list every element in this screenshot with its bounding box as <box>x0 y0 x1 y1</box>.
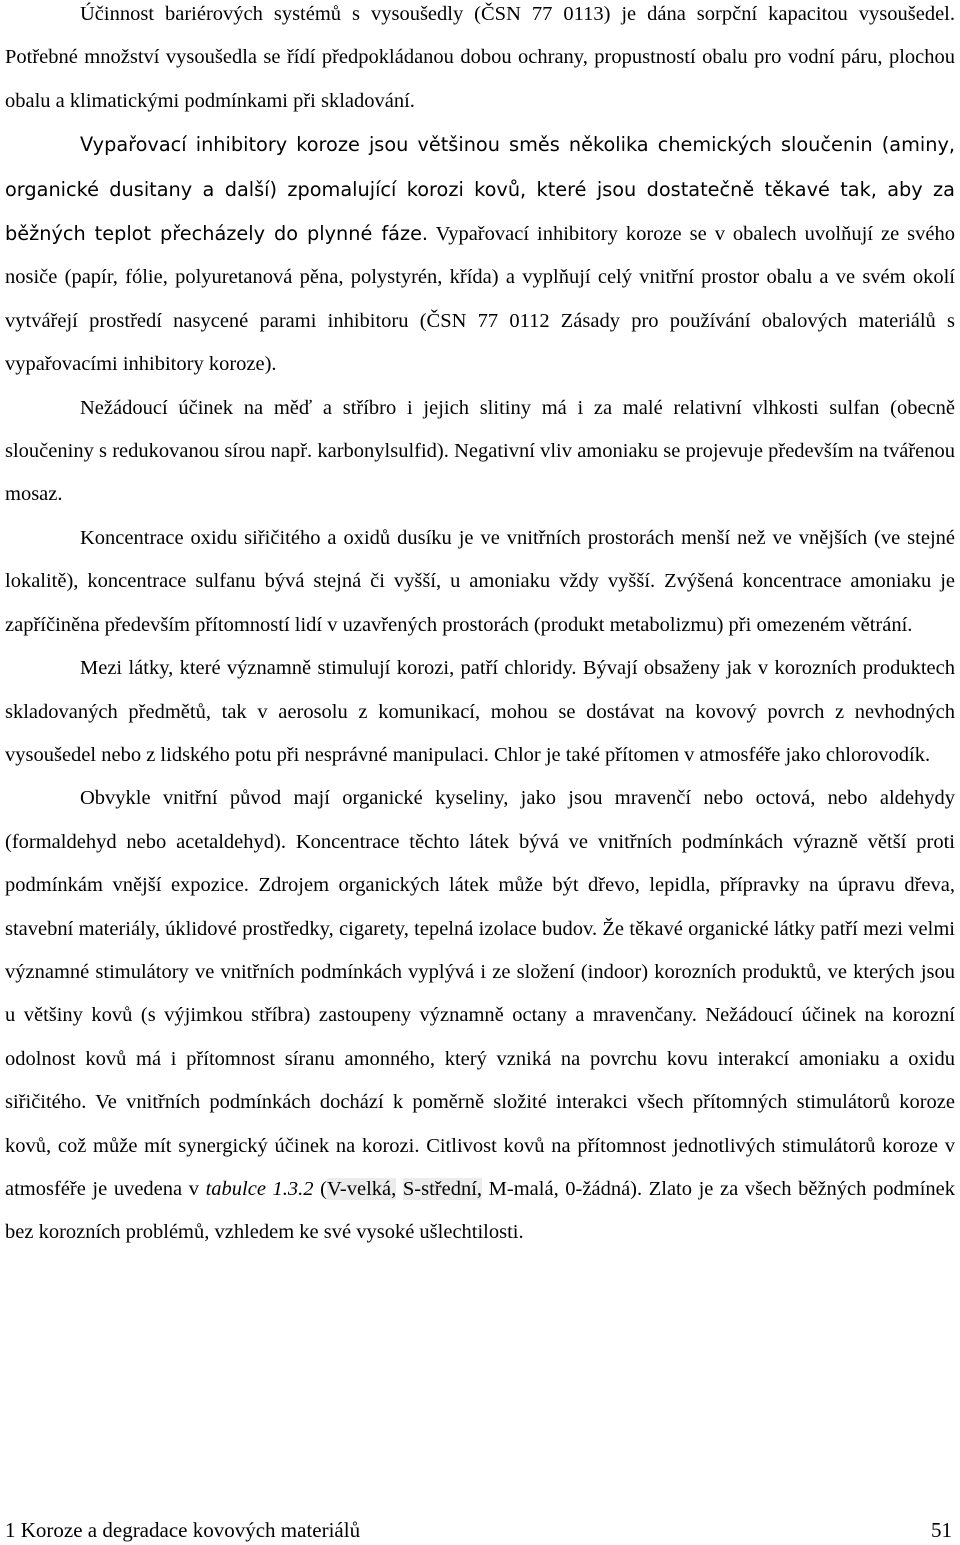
paragraph-sulfan: Nežádoucí účinek na měď a stříbro i jejich slitiny má i za malé relativní vlhkosti sulfan (obecně sloučeniny s redukovanou sírou např. karbonylsulfid). Negativní vliv amoniaku se projevuje především na tvářenou mosaz. <box>5 396 955 506</box>
paragraph-chlorides: Mezi látky, které významně stimulují korozi, patří chloridy. Bývají obsaženy jak v korozních produktech skladovaných předmětů, tak v aerosolu z komunikací, mohou se dostávat na kovový povrch z nevhodných vysoušedel nebo z lidského potu při nesprávné manipulaci. Chlor je také přítomen v atmosféře jako chlorovodík. <box>5 657 955 766</box>
organic-acids-text: Obvykle vnitřní původ mají organické kyseliny, jako jsou mravenčí nebo octová, nebo aldehydy (formaldehyd nebo acetaldehyd). Koncentrace těchto látek bývá ve vnitřních podmínkách výrazně větší proti podmínkám vnější expozice. Zdrojem organických látek může být dřevo, lepidla, přípravky na úpravu dřeva, stavební materiály, úklidové prostředky, cigarety, tepelná izolace budov. Že těkavé organické látky patří mezi velmi významné stimulátory ve vnitřních podmínkách vyplývá i ze složení (indoor) korozních produktů, ve kterých jsou u většiny kovů (s výjimkou stříbra) zastoupeny významně octany a mravenčany. Nežádoucí účinek na korozní odolnost kovů má i přítomnost síranu amonného, který vzniká na povrchu kovu interakcí amoniaku a oxidu siřičitého. Ve vnitřních podmínkách dochází k poměrně složité interakci všech přítomných stimulátorů koroze kovů, což může mít synergický účinek na korozi. Citlivost kovů na přítomnost jednotlivých stimulátorů koroze v atmosféře je uvedena v <box>5 787 955 1200</box>
paragraph-vapor-inhibitors <box>5 123 955 386</box>
page-footer <box>5 1515 952 1545</box>
document-body <box>5 0 955 1255</box>
paragraph-desiccants: Účinnost bariérových systémů s vysoušedly (ČSN 77 0113) je dána sorpční kapacitou vysoušedel. Potřebné množství vysoušedla se řídí předpokládanou dobou ochrany, propustností obalu pro vodní páru, plochou obalu a klimatickými podmínkami při skladování. <box>5 3 955 112</box>
paragraph-organic-acids: Obvykle vnitřní původ mají organické kyseliny, jako jsou mravenčí nebo octová, nebo aldehydy (formaldehyd nebo acetaldehyd). Koncentrace těchto látek bývá ve vnitřních podmínkách výrazně větší proti podmínkám vnější expozice. Zdrojem organických látek může být dřevo, lepidla, přípravky na úpravu dřeva, stavební materiály, úklidové prostředky, cigarety, tepelná izolace budov. Že těkavé organické látky patří mezi velmi významné stimulátory ve vnitřních podmínkách vyplývá i ze složení (indoor) korozních produktů, ve kterých jsou u většiny kovů (s výjimkou stříbra) zastoupeny významně octany a mravenčany. Nežádoucí účinek na korozní odolnost kovů má i přítomnost síranu amonného, který vzniká na povrchu kovu interakcí amoniaku a oxidu siřičitého. Ve vnitřních podmínkách dochází k poměrně složité interakci všech přítomných stimulátorů koroze kovů, což může mít synergický účinek na korozi. Citlivost kovů na přítomnost jednotlivých stimulátorů koroze v atmosféře je uvedena v tabulce 1.3.2 (V-velká, S-střední, M-malá, 0-žádná). Zlato je za všech běžných podmínek bez korozních problémů, vzhledem ke své vysoké ušlechtilosti. <box>5 787 956 1244</box>
page-number: 51 <box>931 1518 952 1542</box>
organic-acids-conclusion: M-malá, 0-žádná). Zlato je za všech běžných podmínek bez korozních problémů, vzhledem ke své vysoké ušlechtilosti. <box>5 1177 956 1244</box>
paragraph-concentrations: Koncentrace oxidu siřičitého a oxidů dusíku je ve vnitřních prostorách menší než ve vnějších (ve stejné lokalitě), koncentrace sulfanu bývá stejná či vyšší, u amoniaku vždy vyšší. Zvýšená koncentrace amoniaku je zapříčiněna především přítomností lidí v uzavřených prostorách (produkt metabolizmu) při omezeném větrání. <box>5 526 955 636</box>
vapor-inhibitors-definition: Vypařovací inhibitory koroze jsou většinou směs několika chemických sloučenin (aminy, organické dusitany a další) zpomalující korozi kovů, které jsou dostatečně těkavé tak, aby za běžných teplot přecházely do plynné fáze. <box>5 133 955 246</box>
legend-velka: V-velká, <box>327 1177 397 1200</box>
table-reference-link[interactable]: tabulce 1.3.2 <box>205 1177 314 1200</box>
footer-chapter-title: 1 Koroze a degradace kovových materiálů <box>5 1518 361 1542</box>
legend-stredni: S-střední, <box>402 1177 483 1200</box>
vapor-inhibitors-release: Vypařovací inhibitory koroze se v obalech uvolňují ze svého nosiče (papír, fólie, polyuretanová pěna, polystyrén, křída) a vyplňují celý vnitřní prostor obalu a ve svém okolí vytvářejí prostředí nasycené parami inhibitoru (ČSN 77 0112 Zásady pro používání obalových materiálů s vypařovacími inhibitory koroze). <box>5 223 955 376</box>
